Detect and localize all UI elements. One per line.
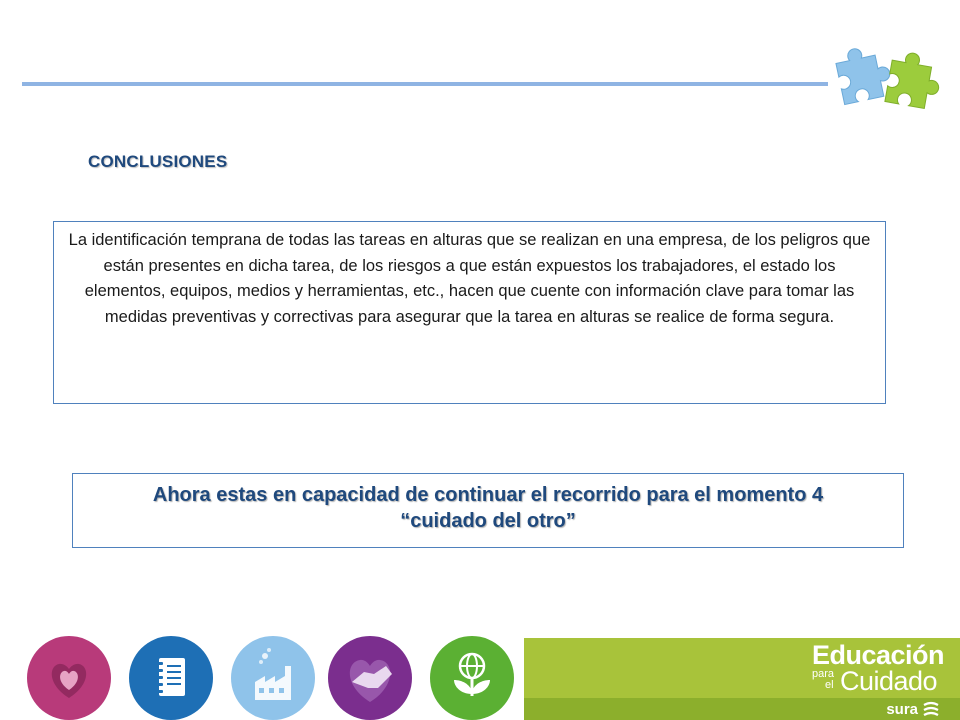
brand-word-educacion: Educación [811,640,944,670]
brand-banner [524,638,960,720]
brand-word-cuidado: Cuidado [840,666,938,696]
puzzle-pieces-icon [828,40,948,120]
callout-line-1: Ahora estas en capacidad de continuar el recorrido para el momento 4 [152,484,824,506]
notebook-icon[interactable] [129,636,213,720]
brand-word-para: para [812,668,835,680]
sura-logo-text: sura [886,701,918,718]
heart-icon[interactable] [27,636,111,720]
page-heading: CONCLUSIONES [88,152,228,171]
conclusion-box [53,221,886,404]
sura-logo-icon [922,701,940,717]
globe-plant-icon[interactable] [430,636,514,720]
brand-word-el: el [825,679,834,691]
next-step-callout [72,473,904,548]
conclusion-text: La identificación temprana de todas las tareas en alturas que se realizan en una empresa, de los peligros que están presentes en dicha tarea, de los riesgos a que están expuestos los trabajadores, el estado los elementos, equipos, medios y herramientas, etc., hacen que cuente con información clave para tomar las medidas preventivas y correctivas para asegurar que la tarea en alturas se realice de forma segura. [68,231,871,326]
factory-icon[interactable] [231,636,315,720]
handshake-icon[interactable] [328,636,412,720]
callout-line-2: “cuidado del otro” [400,510,576,532]
top-divider-line [22,82,828,86]
